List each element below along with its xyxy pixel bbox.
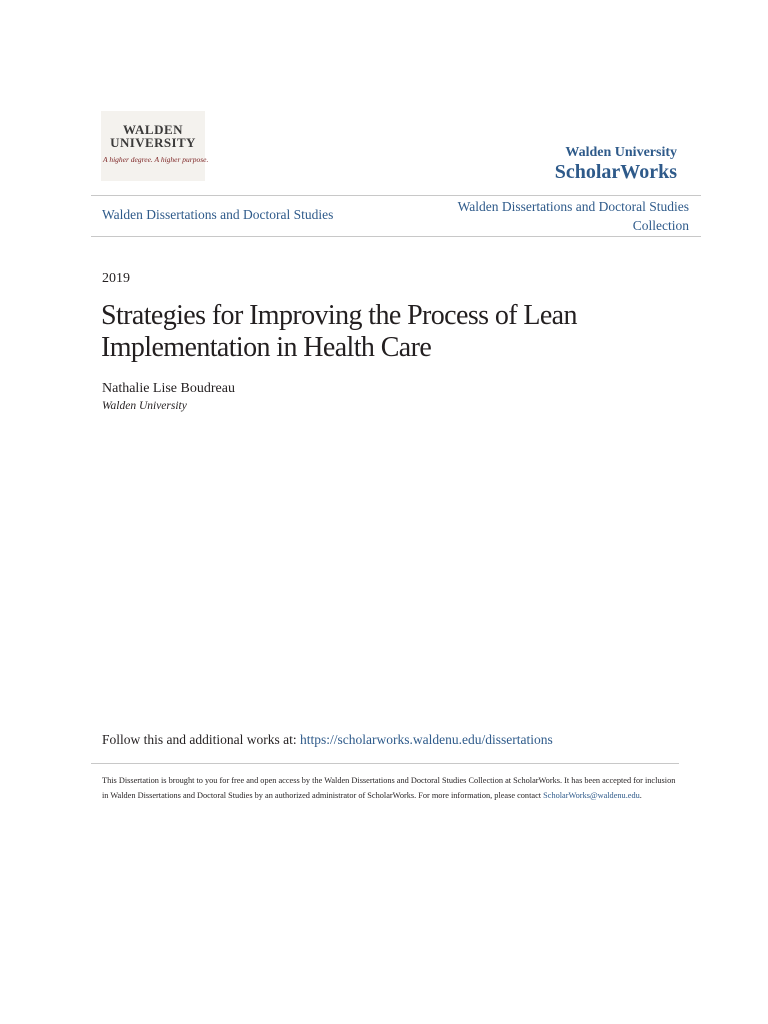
walden-logo: [101, 111, 209, 181]
logo-wordmark-line1: WALDEN: [122, 122, 184, 137]
author-affiliation: Walden University: [102, 400, 187, 412]
notice-end: .: [639, 791, 642, 800]
footer-divider: [91, 763, 679, 764]
scholarworks-university: Walden University: [565, 145, 677, 160]
access-notice: [102, 773, 682, 803]
logo-tagline: A higher degree. A higher purpose.: [103, 155, 209, 164]
logo-wordmark-line2: UNIVERSITY: [110, 135, 196, 150]
scholarworks-name: ScholarWorks: [554, 161, 677, 183]
document-title: Strategies for Improving the Process of Lean Implementation in Health Care: [101, 300, 577, 363]
author-name: Nathalie Lise Boudreau: [102, 381, 235, 396]
follow-line: [102, 732, 553, 748]
collection-link-right-line1: Walden Dissertations and Doctoral Studies: [457, 199, 689, 214]
dissertations-link[interactable]: https://scholarworks.waldenu.edu/dissertations: [300, 732, 553, 747]
collection-link-right[interactable]: [458, 198, 689, 235]
scholarworks-brand[interactable]: [555, 145, 677, 183]
header-divider-top: [91, 195, 701, 196]
contact-email-link[interactable]: ScholarWorks@waldenu.edu: [543, 791, 640, 800]
collection-link-right-line2: Collection: [632, 217, 689, 233]
collection-link-left[interactable]: Walden Dissertations and Doctoral Studies: [102, 207, 334, 222]
notice-text: This Dissertation is brought to you for free and open access by the Walden Dissertations and Doctoral Studies Collection at ScholarWorks. It has been accepted for inclusion in Walden Dissertations and Doctoral Studies by an authorized administrator of ScholarWorks. For more information, please contact: [102, 776, 676, 800]
publication-year: 2019: [102, 271, 130, 286]
header-divider-bottom: [91, 236, 701, 237]
follow-label: Follow this and additional works at:: [102, 732, 300, 747]
